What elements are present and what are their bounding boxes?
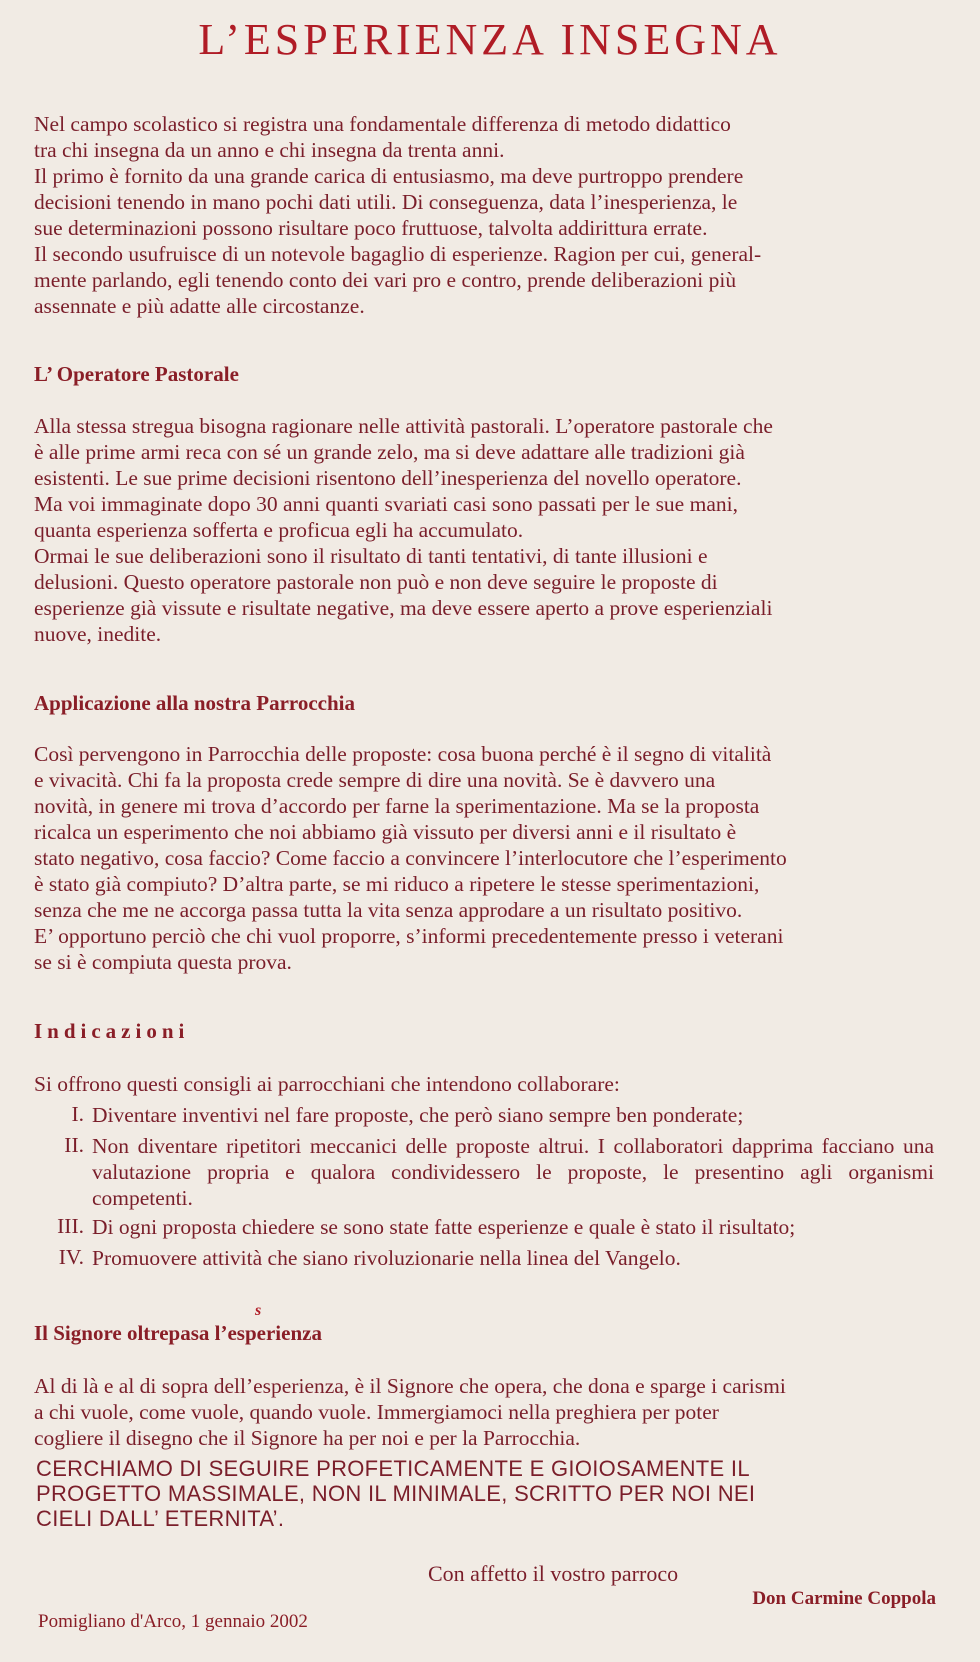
list-number: II. xyxy=(64,1133,84,1157)
list-item xyxy=(34,1211,934,1242)
text-line: e vivacità. Chi fa la proposta crede sempre di dire una novità. Se è davvero una xyxy=(34,768,716,792)
intro-line: Il secondo usufruisce di un notevole bagaglio di esperienze. Ragion per cui, general- xyxy=(34,242,762,266)
list-number: III. xyxy=(57,1214,84,1238)
section-signore-paragraph xyxy=(34,1373,934,1451)
page-title: L’ESPERIENZA INSEGNA xyxy=(198,15,782,64)
section-applicazione-paragraph xyxy=(34,741,934,975)
text-line: Alla stessa stregua bisogna ragionare nelle attività pastorali. L’operatore pastorale che xyxy=(34,414,773,438)
caps-exhortation xyxy=(36,1456,936,1531)
caps-line: PROGETTO MASSIMALE, NON IL MINIMALE, SCRITTO PER NOI NEI xyxy=(36,1481,756,1506)
list-item xyxy=(34,1099,934,1130)
section-heading-signore: Il Signore oltrepasa l’esperienza xyxy=(34,1321,322,1345)
text-line: è alle prime armi reca con sé un grande zelo, ma si deve adattare alle tradizioni già xyxy=(34,440,745,464)
text-line: Così pervengono in Parrocchia delle proposte: cosa buona perché è il segno di vitalità xyxy=(34,742,772,766)
text-line: ricalca un esperimento che noi abbiamo già vissuto per diversi anni e il risultato è xyxy=(34,820,737,844)
signature: Don Carmine Coppola xyxy=(752,1588,936,1609)
section-operatore-paragraph xyxy=(34,413,934,647)
text-line: è stato già compiuto? D’altra parte, se mi riduco a ripetere le stesse sperimentazioni, xyxy=(34,872,760,896)
intro-line: tra chi insegna da un anno e chi insegna da trenta anni. xyxy=(34,138,505,162)
closing-line: Con affetto il vostro parroco xyxy=(428,1561,679,1586)
caps-line: CIELI DALL’ ETERNITA’. xyxy=(36,1506,285,1531)
text-line: E’ opportuno perciò che chi vuol proporre, s’informi precedentemente presso i veterani xyxy=(34,924,784,948)
text-line: Ormai le sue deliberazioni sono il risultato di tanti tentativi, di tante illusioni e xyxy=(34,544,708,568)
place-and-date: Pomigliano d'Arco, 1 gennaio 2002 xyxy=(38,1611,308,1632)
list-text: Diventare inventivi nel fare proposte, che però siano sempre ben ponderate; xyxy=(92,1103,744,1127)
handwritten-correction: s xyxy=(255,1302,262,1319)
text-line: esperienze già vissute e risultate negative, ma deve essere aperto a prove esperienziali xyxy=(34,596,773,620)
list-item xyxy=(34,1130,934,1211)
list-number: IV. xyxy=(58,1245,84,1269)
section-heading-operatore: L’ Operatore Pastorale xyxy=(34,362,239,386)
text-line: quanta esperienza sofferta e proficua egli ha accumulato. xyxy=(34,518,524,542)
text-line: delusioni. Questo operatore pastorale non può e non deve seguire le proposte di xyxy=(34,570,718,594)
text-line: a chi vuole, come vuole, quando vuole. Immergiamoci nella preghiera per poter xyxy=(34,1400,719,1424)
section-heading-applicazione: Applicazione alla nostra Parrocchia xyxy=(34,691,355,715)
indicazioni-list xyxy=(34,1099,934,1273)
list-number: I. xyxy=(71,1102,84,1126)
caps-line: CERCHIAMO DI SEGUIRE PROFETICAMENTE E GIOIOSAMENTE IL xyxy=(36,1456,750,1481)
list-text: Di ogni proposta chiedere se sono state fatte esperienze e quale è stato il risultato; xyxy=(92,1215,796,1239)
list-item xyxy=(34,1242,934,1273)
text-line: se si è compiuta questa prova. xyxy=(34,950,292,974)
text-line: stato negativo, cosa faccio? Come faccio a convincere l’interlocutore che l’esperimento xyxy=(34,846,787,870)
list-text: Promuovere attività che siano rivoluzionarie nella linea del Vangelo. xyxy=(92,1246,681,1270)
text-line: senza che me ne accorga passa tutta la vita senza approdare a un risultato positivo. xyxy=(34,898,743,922)
intro-line: decisioni tenendo in mano pochi dati utili. Di conseguenza, data l’inesperienza, le xyxy=(34,190,738,214)
intro-line: mente parlando, egli tenendo conto dei vari pro e contro, prende deliberazioni più xyxy=(34,268,737,292)
text-line: cogliere il disegno che il Signore ha per noi e per la Parrocchia. xyxy=(34,1426,581,1450)
intro-paragraph xyxy=(34,111,934,319)
intro-line: sue determinazioni possono risultare poco fruttuose, talvolta addirittura errate. xyxy=(34,216,708,240)
intro-line: Nel campo scolastico si registra una fondamentale differenza di metodo didattico xyxy=(34,112,731,136)
list-text: Non diventare ripetitori meccanici delle proposte altrui. I collaboratori dapprima facciano una valutazione propria e qualora condividessero le proposte, le presentino agli organismi competenti. xyxy=(92,1134,934,1210)
text-line: esistenti. Le sue prime decisioni risentono dell’inesperienza del novello operatore. xyxy=(34,466,742,490)
text-line: Al di là e al di sopra dell’esperienza, è il Signore che opera, che dona e sparge i carismi xyxy=(34,1374,786,1398)
text-line: nuove, inedite. xyxy=(34,622,162,646)
indicazioni-intro: Si offrono questi consigli ai parrocchiani che intendono collaborare: xyxy=(34,1072,620,1096)
section-heading-indicazioni: Indicazioni xyxy=(34,1019,190,1043)
text-line: Ma voi immaginate dopo 30 anni quanti svariati casi sono passati per le sue mani, xyxy=(34,492,738,516)
intro-line: assennate e più adatte alle circostanze. xyxy=(34,294,365,318)
intro-line: Il primo è fornito da una grande carica di entusiasmo, ma deve purtroppo prendere xyxy=(34,164,744,188)
text-line: novità, in genere mi trova d’accordo per farne la sperimentazione. Ma se la proposta xyxy=(34,794,760,818)
